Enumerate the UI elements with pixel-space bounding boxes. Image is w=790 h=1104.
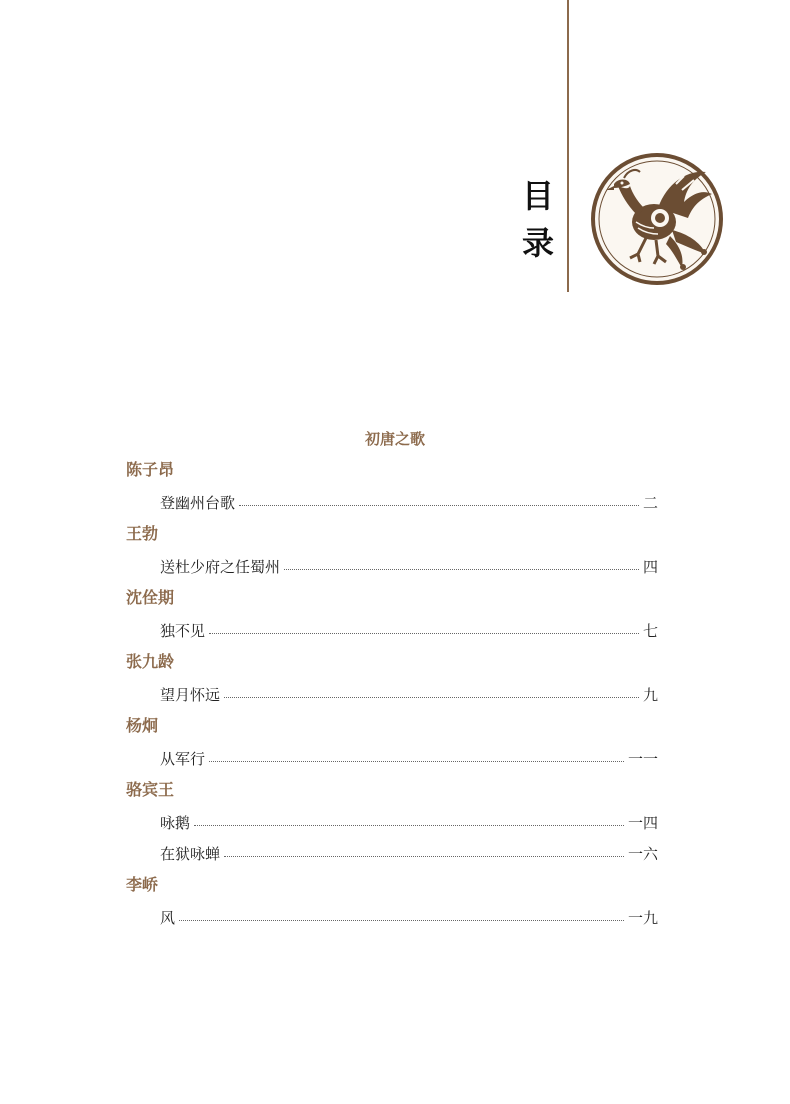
toc-entry[interactable] <box>160 749 658 780</box>
page-number: 二 <box>642 494 658 512</box>
page-title-char-1: 目 <box>521 177 554 215</box>
phoenix-roundel-icon <box>588 150 726 288</box>
dot-leader <box>209 621 639 634</box>
divider-line <box>567 0 569 292</box>
toc-entry[interactable] <box>160 908 658 939</box>
dot-leader <box>209 749 624 762</box>
dot-leader <box>284 557 639 570</box>
author-name: 李峤 <box>126 875 159 894</box>
toc-entry[interactable] <box>160 493 658 524</box>
page-number: 一六 <box>627 845 658 863</box>
section-title: 初唐之歌 <box>364 430 425 448</box>
page-title-char-2: 录 <box>521 224 554 262</box>
author-name: 陈子昂 <box>126 460 175 479</box>
poem-title: 从军行 <box>160 750 206 768</box>
dot-leader <box>194 813 624 826</box>
dot-leader <box>224 844 624 857</box>
author-name: 沈佺期 <box>126 588 175 607</box>
author-name: 杨炯 <box>126 716 159 735</box>
poem-title: 风 <box>160 909 176 927</box>
dot-leader <box>179 908 624 921</box>
page-number: 七 <box>642 622 658 640</box>
poem-title: 望月怀远 <box>160 686 221 704</box>
poem-title: 在狱咏蝉 <box>160 845 221 863</box>
toc-entry[interactable] <box>160 813 658 844</box>
toc-entry[interactable] <box>160 685 658 716</box>
dot-leader <box>224 685 639 698</box>
author-name: 张九龄 <box>126 652 175 671</box>
page-number: 一九 <box>627 909 658 927</box>
author-name: 骆宾王 <box>126 780 175 799</box>
poem-title: 独不见 <box>160 622 206 640</box>
author-name: 王勃 <box>126 524 159 543</box>
toc-entry[interactable] <box>160 844 658 875</box>
poem-title: 咏鹅 <box>160 814 191 832</box>
toc-entry[interactable] <box>160 621 658 652</box>
poem-title: 登幽州台歌 <box>160 494 236 512</box>
toc-entry[interactable] <box>160 557 658 588</box>
page-number: 一四 <box>627 814 658 832</box>
page-number: 四 <box>642 558 658 576</box>
poem-title: 送杜少府之任蜀州 <box>160 558 281 576</box>
dot-leader <box>239 493 639 506</box>
page-number: 一一 <box>627 750 658 768</box>
table-of-contents <box>126 460 658 939</box>
page-number: 九 <box>642 686 658 704</box>
